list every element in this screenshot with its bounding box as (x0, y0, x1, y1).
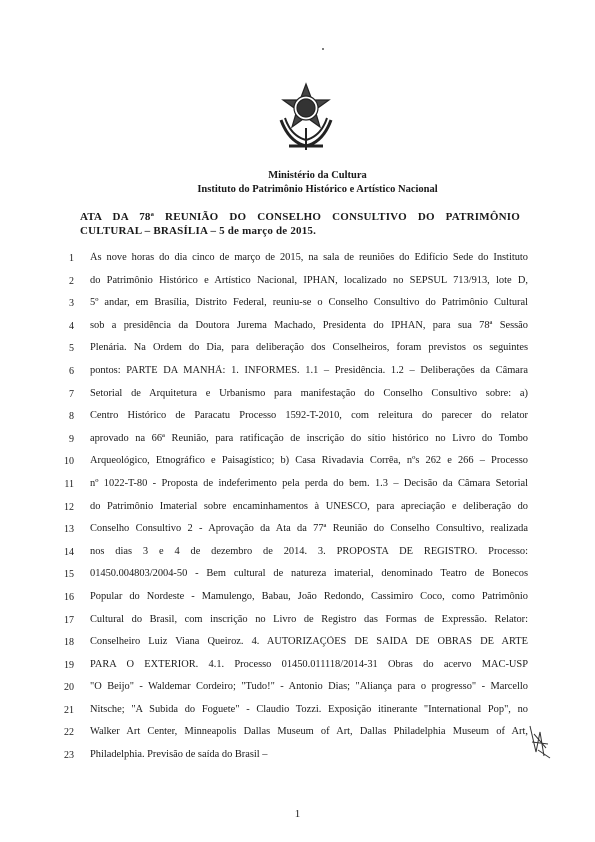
line-text: 5º andar, em Brasília, Distrito Federal, reuniu-se o Conselho Consultivo do Patrimônio Cultural (90, 297, 528, 309)
line-text: Nitsche; "A Subida do Foguete" - Claudio Tozzi. Exposição itinerante "International Pop", no (90, 703, 528, 715)
minutes-body (0, 250, 595, 770)
text-line (0, 724, 595, 747)
line-number: 4 (69, 320, 74, 332)
line-number: 15 (64, 569, 74, 581)
line-text: nº 1022-T-80 - Proposta de indeferimento pela perda do bem. 1.3 – Decisão da Câmara Setorial (90, 477, 528, 489)
text-line (0, 476, 595, 499)
text-line (0, 499, 595, 522)
text-line (0, 657, 595, 680)
line-text: Walker Art Center, Minneapolis Dallas Museum of Art, Dallas Philadelphia Museum of Art, (90, 726, 528, 738)
line-text: pontos: PARTE DA MANHÃ: 1. INFORMES. 1.1 – Presidência. 1.2 – Deliberações da Câmara (90, 364, 528, 376)
page-number: 1 (294, 808, 301, 820)
line-number: 10 (64, 456, 74, 468)
line-text: sob a presidência da Doutora Jurema Machado, Presidenta do IPHAN, para sua 78ª Sessão (90, 319, 528, 331)
line-number: 23 (64, 750, 74, 762)
line-text: Cultural do Brasil, com inscrição no Livro de Registro das Formas de Expressão. Relator: (90, 613, 528, 625)
line-text: Conselheiro Luiz Viana Queiroz. 4. AUTORIZAÇÕES DE SAÍDA DE OBRAS DE ARTE (90, 636, 528, 648)
text-line (0, 250, 595, 273)
line-number: 8 (69, 411, 74, 423)
line-text: 01450.004803/2004-50 - Bem cultural de natureza imaterial, denominado Teatro de Bonecos (90, 568, 528, 580)
line-number: 7 (69, 388, 74, 400)
line-number: 1 (69, 253, 74, 264)
text-line (0, 453, 595, 476)
coat-of-arms-icon (271, 80, 341, 152)
line-text: do Patrimônio Histórico e Artístico Nacional, IPHAN, localizado no SEPSUL 713/913, lote D, (90, 274, 528, 286)
line-number: 3 (69, 298, 74, 310)
line-number: 20 (64, 682, 74, 694)
line-text: Setorial de Arquitetura e Urbanismo para manifestação do Conselho Consultivo sobre: a) (90, 387, 528, 399)
text-line (0, 340, 595, 363)
text-line (0, 386, 595, 409)
line-number: 19 (64, 659, 74, 671)
line-number: 17 (64, 614, 74, 626)
line-text: Popular do Nordeste - Mamulengo, Babau, João Redondo, Cassimiro Coco, como Patrimônio (90, 590, 528, 602)
line-text: nos dias 3 e 4 de dezembro de 2014. 3. PROPOSTA DE REGISTRO. Processo: (90, 545, 528, 557)
line-number: 22 (64, 727, 74, 739)
document-title: ATA DA 78ª REUNIÃO DO CONSELHO CONSULTIVO DO PATRIMÔNIO CULTURAL – BRASÍLIA – 5 de março de 2015. (80, 211, 520, 237)
line-number: 14 (64, 546, 74, 558)
handwritten-initials (526, 722, 552, 762)
text-line (0, 747, 595, 770)
text-line (0, 589, 595, 612)
line-text: "O Beijo" - Waldemar Cordeiro; "Tudo!" - Antonio Dias; "Aliança para o progresso" - Marcello (90, 681, 528, 693)
line-text: Plenária. Na Ordem do Dia, para deliberação dos Conselheiros, foram previstos os seguintes (90, 342, 528, 354)
line-text: do Patrimônio Imaterial sobre encaminhamentos à UNESCO, para apreciação e deliberação do (90, 500, 528, 512)
text-line (0, 544, 595, 567)
line-text: Às nove horas do dia cinco de março de 2015, na sala de reuniões do Edifício Sede do Instituto (90, 252, 528, 263)
line-number: 5 (69, 343, 74, 355)
text-line (0, 679, 595, 702)
line-text: aprovado na 66ª Reunião, para ratificação de inscrição do sítio histórico no Livro do Tombo (90, 432, 528, 444)
text-line (0, 634, 595, 657)
text-line (0, 273, 595, 296)
text-line (0, 566, 595, 589)
text-line (0, 363, 595, 386)
line-number: 9 (69, 433, 74, 445)
scan-speck (322, 48, 324, 50)
text-line (0, 521, 595, 544)
line-number: 2 (69, 275, 74, 287)
line-text: Centro Histórico de Paracatu Processo 1592-T-2010, com releitura do parecer do relator (90, 410, 528, 422)
text-line (0, 318, 595, 341)
line-number: 11 (64, 478, 74, 490)
line-number: 21 (64, 704, 74, 716)
line-number: 6 (69, 365, 74, 377)
ministry-heading: Ministério da Cultura (268, 170, 367, 181)
text-line (0, 408, 595, 431)
line-number: 16 (64, 591, 74, 603)
text-line (0, 431, 595, 454)
line-number: 13 (64, 524, 74, 536)
text-line (0, 702, 595, 725)
text-line (0, 295, 595, 318)
text-line (0, 612, 595, 635)
line-number: 18 (64, 637, 74, 649)
line-text: Philadelphia. Previsão de saída do Brasil – (90, 749, 268, 761)
line-text: Arqueológico, Etnográfico e Paisagístico; b) Casa Rivadavia Corrêa, nºs 262 e 266 – Processo (90, 455, 528, 467)
line-text: Conselho Consultivo 2 - Aprovação da Ata da 77ª Reunião do Conselho Consultivo, realizada (90, 523, 528, 535)
line-number: 12 (64, 501, 74, 513)
institute-heading: Instituto do Patrimônio Histórico e Artístico Nacional (197, 184, 438, 195)
line-text: PARA O EXTERIOR. 4.1. Processo 01450.011118/2014-31 Obras do acervo MAC-USP (90, 658, 528, 670)
